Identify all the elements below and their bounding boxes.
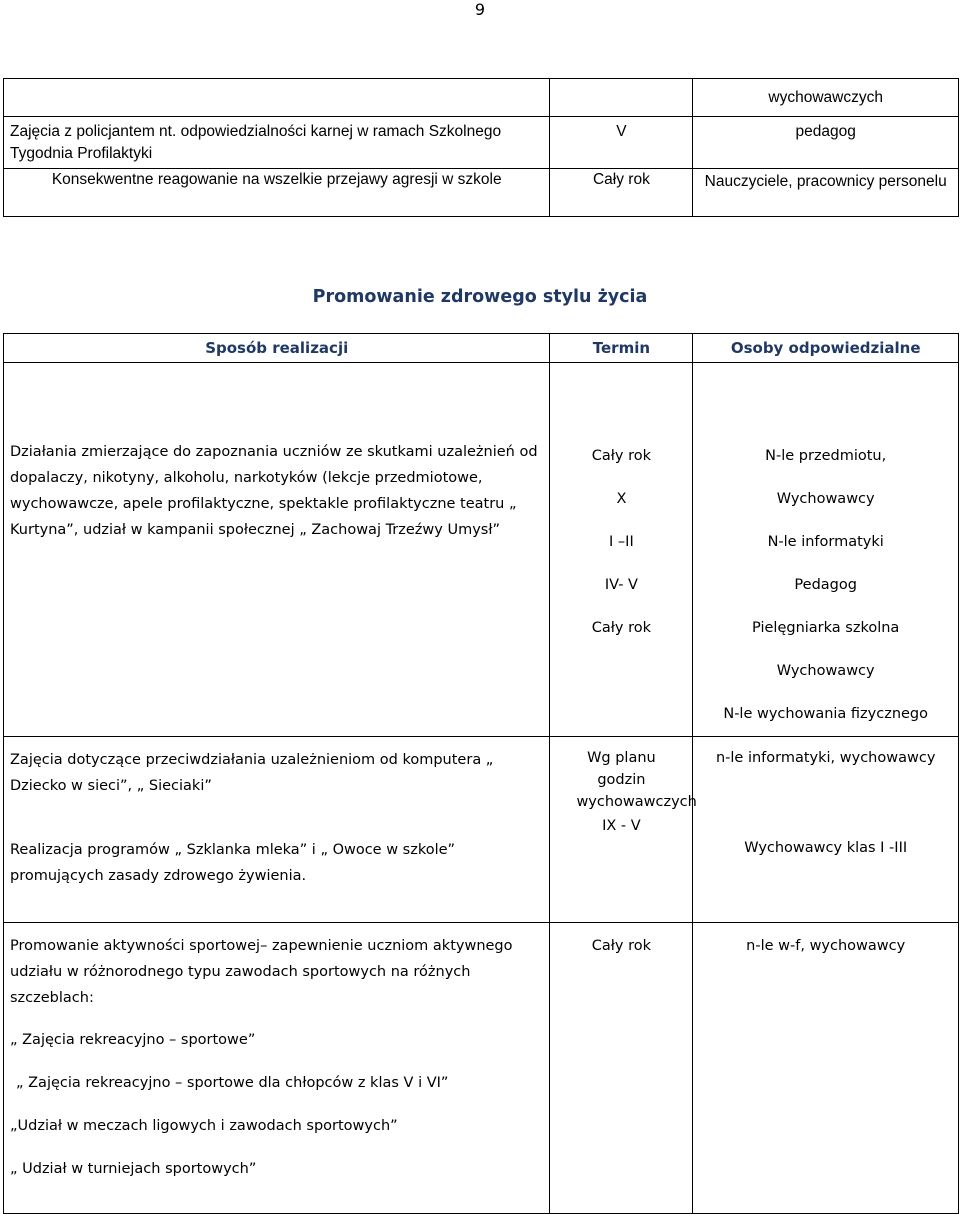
person-text: Wychowawcy klas I -III xyxy=(744,840,908,856)
term-line: I –II xyxy=(609,534,634,550)
cell-method xyxy=(4,737,550,923)
person-line: Pedagog xyxy=(794,577,857,593)
person-line: Pielęgniarka szkolna xyxy=(752,620,900,636)
section-title: Promowanie zdrowego stylu życia xyxy=(312,287,648,307)
cell-term: Cały rok xyxy=(550,923,693,1214)
method-text: Realizacja programów „ Szklanka mleka” i „ Owoce w szkole” promujących zasady zdrowego żywienia. xyxy=(10,842,456,884)
table-row xyxy=(4,363,959,737)
cell: wychowawczych xyxy=(693,79,959,117)
method-text: Promowanie aktywności sportowej– zapewnienie uczniom aktywnego udziału w różnorodnego typu zawodach sportowych na różnych szczeblach: xyxy=(10,938,513,1006)
person-line: N-le przedmiotu, xyxy=(765,448,887,464)
table-row xyxy=(4,79,959,117)
term-text: Wg planu godzin wychowawczych xyxy=(576,750,697,810)
page-number: 9 xyxy=(474,0,486,19)
person-line: N-le wychowania fizycznego xyxy=(723,706,929,722)
cell: Cały rok xyxy=(550,169,693,217)
cell-person: n-le w-f, wychowawcy xyxy=(693,923,959,1214)
table-header-row xyxy=(4,334,959,363)
cell-persons xyxy=(693,363,959,737)
cell-method: Działania zmierzające do zapoznania uczniów ze skutkami uzależnień od dopalaczy, nikotyny, alkoholu, narkotyków (lekcje przedmiotowe, wychowawcze, apele profilaktyczne, spektakle profilaktyczne teatru „ Kurtyna”, udział w kampanii społecznej „ Zachowaj Trzeźwy Umysł” xyxy=(4,363,550,737)
cell-term xyxy=(550,737,697,923)
cell: Nauczyciele, pracownicy personelu xyxy=(693,169,959,217)
cell-terms xyxy=(550,363,693,737)
header-persons: Osoby odpowiedzialne xyxy=(693,334,959,363)
person-text: n-le informatyki, wychowawcy xyxy=(715,750,936,766)
header-term: Termin xyxy=(550,334,693,363)
cell: V xyxy=(550,117,693,169)
header-method: Sposób realizacji xyxy=(4,334,550,363)
person-line: Wychowawcy xyxy=(776,663,875,679)
term-line: X xyxy=(616,491,627,507)
list-item: „Udział w meczach ligowych i zawodach sportowych” xyxy=(10,1118,398,1134)
cell-method xyxy=(4,923,550,1214)
table-row xyxy=(4,737,959,923)
main-table xyxy=(3,333,959,1214)
cell xyxy=(4,79,550,117)
top-table xyxy=(3,78,959,217)
table-row xyxy=(4,169,959,217)
table-row xyxy=(4,923,959,1214)
cell: Zajęcia z policjantem nt. odpowiedzialności karnej w ramach Szkolnego Tygodnia Profilaktyki xyxy=(4,117,550,169)
list-item: „ Udział w turniejach sportowych” xyxy=(10,1161,257,1177)
person-line: N-le informatyki xyxy=(767,534,884,550)
term-text: IX - V xyxy=(602,818,641,834)
cell xyxy=(550,79,693,117)
table-row xyxy=(4,117,959,169)
term-line: Cały rok xyxy=(591,620,652,636)
list-item: „ Zajęcia rekreacyjno – sportowe dla chłopców z klas V i VI” xyxy=(16,1075,449,1091)
list-item: „ Zajęcia rekreacyjno – sportowe” xyxy=(10,1032,256,1048)
term-line: IV- V xyxy=(604,577,638,593)
cell-person xyxy=(693,737,959,923)
term-line: Cały rok xyxy=(591,448,652,464)
cell: pedagog xyxy=(693,117,959,169)
method-text: Zajęcia dotyczące przeciwdziałania uzależnieniom od komputera „ Dziecko w sieci”, „ Sieciaki” xyxy=(10,752,494,794)
person-line: Wychowawcy xyxy=(776,491,875,507)
cell: Konsekwentne reagowanie na wszelkie przejawy agresji w szkole xyxy=(4,169,550,217)
